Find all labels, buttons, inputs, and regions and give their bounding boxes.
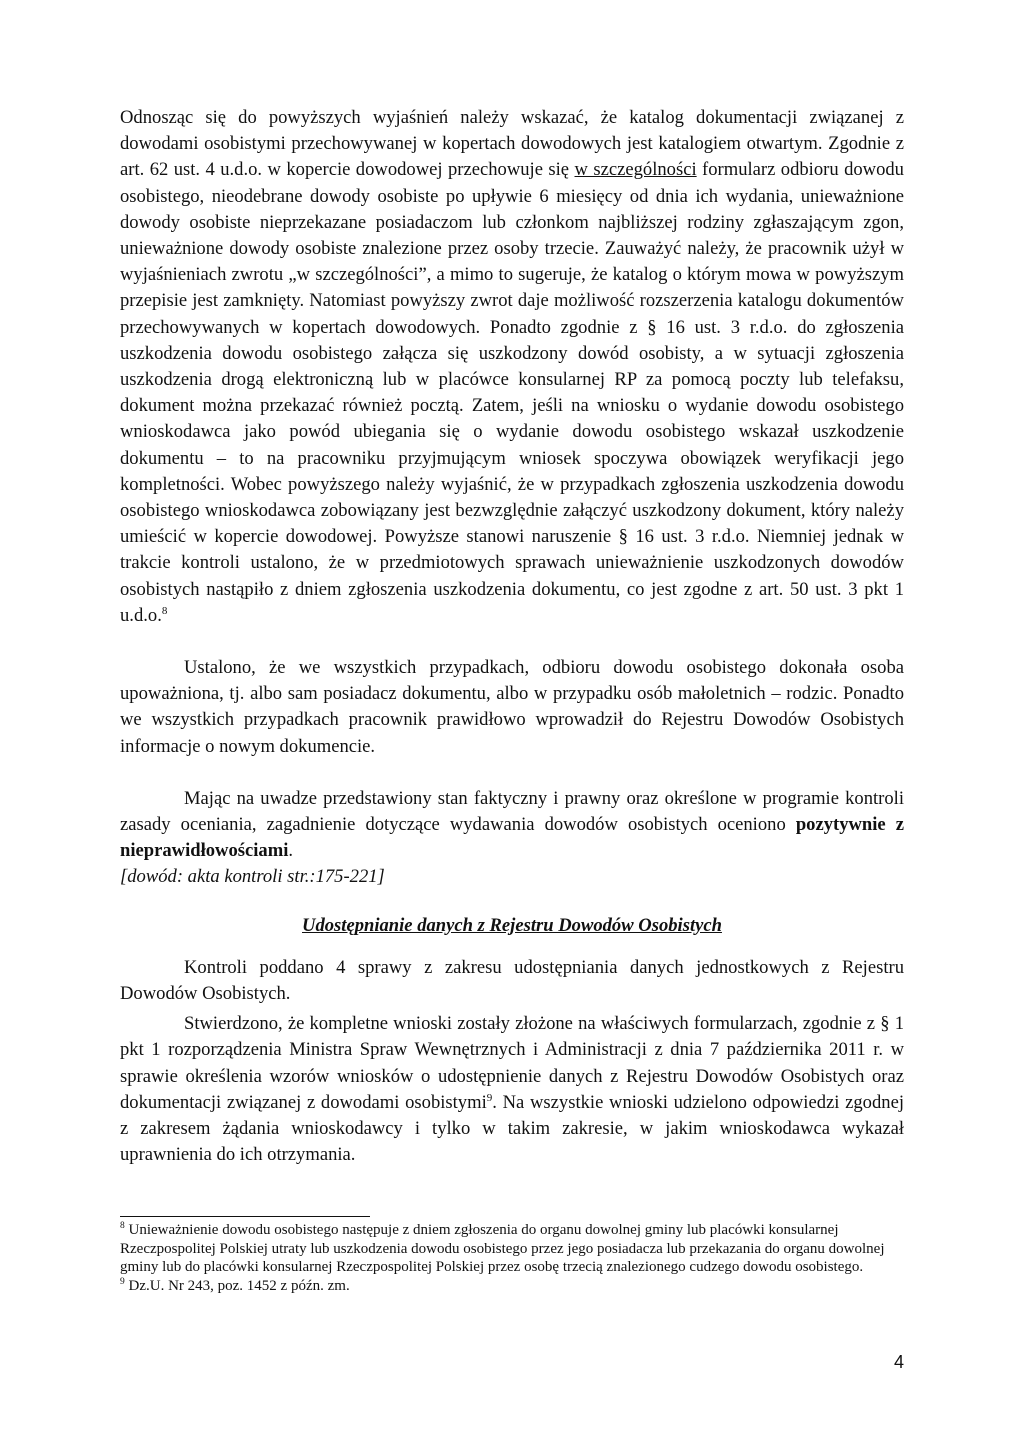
- paragraph-ocena: [120, 786, 904, 865]
- assessment-result: pozytywnie z nieprawidłowościami: [120, 814, 904, 862]
- footnote-text: Unieważnienie dowodu osobistego następuje z dniem zgłoszenia do organu dowolnej gminy lub placówki konsularnej Rzeczpospolitej Polskiej utraty lub uszkodzenia dowodu osobistego przez jego posiadacza lub przekazania do organu dowolnej gminy lub do placówki konsularnej Rzeczpospolitej Polskiej przez osobę trzecią znalezionego cudzego dowodu osobistego.: [120, 1222, 885, 1276]
- underlined-phrase: w szczególności: [574, 159, 697, 181]
- footnote-ref-8[interactable]: 8: [161, 604, 168, 617]
- paragraph-text: Stwierdzono, że kompletne wnioski zostały złożone na właściwych formularzach, zgodnie z § 1 pkt 1 rozporządzenia Ministra Spraw Wewnętrznych i Administracji z dnia 7 października 2011 r. w sprawie określenia wzorów wniosków o udostępnienie danych z Rejestru Dowodów Osobistych oraz dokumentacji związanej z dowodami osobistymi: [120, 1013, 904, 1113]
- footnote-text: Dz.U. Nr 243, poz. 1452 z późn. zm.: [124, 1277, 350, 1294]
- footnotes-section: [120, 1216, 904, 1295]
- paragraph-odbior-dowodu: Ustalono, że we wszystkich przypadkach, odbioru dowodu osobistego dokonała osoba upoważniona, tj. albo sam posiadacz dokumentu, albo w przypadku osób małoletnich – rodzic. Ponadto we wszystkich przypadkach pracownik prawidłowo wprowadził do Rejestru Dowodów Osobistych informacje o nowym dokumencie.: [120, 657, 904, 757]
- paragraph-text: Odnosząc się do powyższych wyjaśnień należy wskazać, że katalog dokumentacji związanej z dowodami osobistymi przechowywanej w kopertach dowodowych jest katalogiem otwartym. Zgodnie z art. 62 ust. 4 u.d.o. w kopercie dowodowej przechowuje się: [120, 107, 904, 181]
- footnote-number: 9: [120, 1276, 125, 1287]
- footnote-ref-9[interactable]: 9: [486, 1091, 493, 1104]
- paragraph-text-continued: . Na wszystkie wnioski udzielono odpowiedzi zgodnej z zakresem żądania wnioskodawcy i tylko w takim zakresie, w jakim wnioskodawca wykazał uprawnienia do ich otrzymania.: [120, 1091, 904, 1166]
- footnote-9: [120, 1277, 904, 1296]
- paragraph-end: .: [288, 840, 294, 862]
- paragraph-kontrola-spraw: Kontroli poddano 4 sprawy z zakresu udostępniania danych jednostkowych z Rejestru Dowodów Osobistych.: [120, 956, 904, 1004]
- document-body: [120, 105, 904, 1168]
- evidence-reference: [dowód: akta kontroli str.:175-221]: [120, 866, 385, 888]
- footnote-number: 8: [120, 1221, 125, 1231]
- paragraph-katalog-dokumentacji: [120, 105, 904, 629]
- footnote-8: [120, 1221, 904, 1277]
- paragraph-text: Mając na uwadze przedstawiony stan faktyczny i prawny oraz określone w programie kontroli zasady oceniania, zagadnienie dotyczące wydawania dowodów osobistych oceniono: [120, 787, 904, 836]
- footnote-divider: [120, 1216, 370, 1217]
- paragraph-wnioski: [120, 1011, 904, 1168]
- paragraph-text-continued: formularz odbioru dowodu osobistego, nieodebrane dowody osobiste po upływie 6 miesięcy od dnia ich wydania, unieważnione dowody osobiste nieprzekazane posiadaczom lub członkom najbliższej rodziny zgłaszającym zgon, unieważnione dowody osobiste znalezione przez osoby trzecie. Zauważyć należy, że pracownik użył w wyjaśnieniach zwrotu „w szczególności”, a mimo to sugeruje, że katalog o którym mowa w powyższym przepisie jest zamknięty. Natomiast powyższy zwrot daje możliwość rozszerzenia katalogu dokumentów przechowywanych w kopertach dowodowych. Ponadto zgodnie z § 16 ust. 3 r.d.o. do zgłoszenia uszkodzenia dowodu osobistego załącza się uszkodzony dowód osobisty, a w sytuacji zgłoszenia uszkodzenia drogą elektroniczną lub w placówce konsularnej RP za pomocą poczty lub telefaksu, dokument można przekazać również pocztą. Zatem, jeśli na wniosku o wydanie dowodu osobistego wnioskodawca jako powód ubiegania się o wydanie dowodu osobistego wskazał uszkodzenie dokumentu – to na pracowniku przyjmującym wniosek spoczywa obowiązek weryfikacji jego kompletności. Wobec powyższego należy wyjaśnić, że w przypadkach zgłoszenia uszkodzenia dowodu osobistego wnioskodawca zobowiązany jest bezwzględnie załączyć uszkodzony dokument, który należy umieścić w kopercie dowodowej. Powyższe stanowi naruszenie § 16 ust. 3 r.d.o. Niemniej jednak w trakcie kontroli ustalono, że w przedmiotowych sprawach unieważnienie uszkodzonych dowodów osobistych nastąpiło z dniem zgłoszenia uszkodzenia dokumentu, co jest zgodne z art. 50 ust. 3 pkt 1 u.d.o.: [120, 159, 904, 626]
- section-title: Udostępnianie danych z Rejestru Dowodów Osobistych: [302, 914, 722, 936]
- page-number: 4: [893, 1352, 904, 1372]
